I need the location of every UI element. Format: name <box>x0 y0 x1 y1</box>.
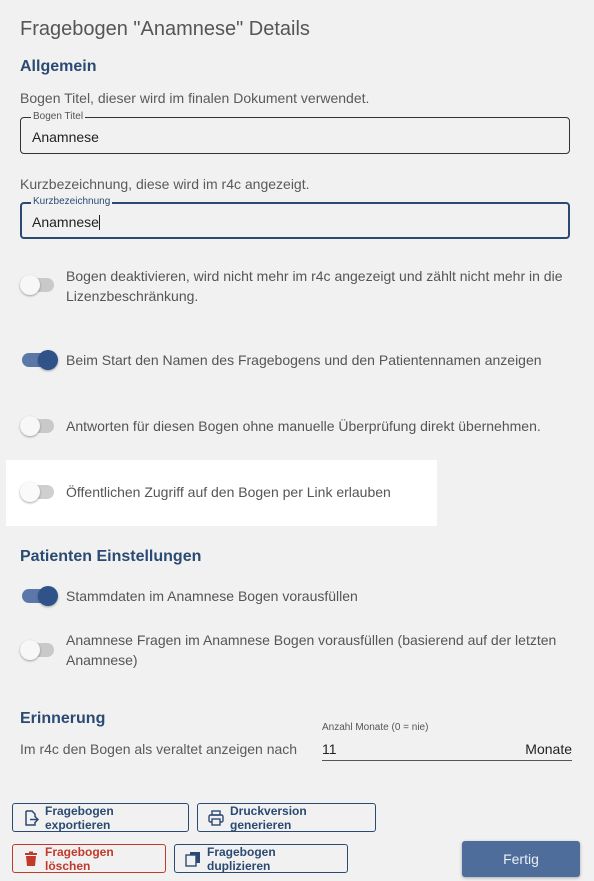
months-value: 11 <box>322 741 337 757</box>
duplicate-button-label: Fragebogen duplizieren <box>207 844 276 873</box>
done-button[interactable] <box>462 841 580 877</box>
public-access-toggle[interactable] <box>22 485 54 499</box>
months-field-label: Anzahl Monate (0 = nie) <box>322 722 429 733</box>
page-title: Fragebogen "Anamnese" Details <box>20 18 310 40</box>
copy-icon <box>185 851 201 867</box>
auto-accept-toggle[interactable] <box>22 419 54 433</box>
reminder-text: Im r4c den Bogen als veraltet anzeigen nach <box>20 741 298 757</box>
show-names-toggle[interactable] <box>22 353 54 367</box>
short-name-field-legend: Kurzbezeichnung <box>33 196 111 207</box>
export-button-label: Fragebogen exportieren <box>45 803 114 832</box>
printer-icon <box>208 810 224 826</box>
deactivate-toggle[interactable] <box>22 278 54 292</box>
export-icon <box>23 810 39 826</box>
title-field-legend: Bogen Titel <box>33 111 84 122</box>
prefill-master-data-toggle-label: Stammdaten im Anamnese Bogen vorausfüllen <box>66 588 358 604</box>
show-names-toggle-label: Beim Start den Namen des Fragebogens und den Patientennamen anzeigen <box>66 352 542 368</box>
section-heading-patient: Patienten Einstellungen <box>20 548 202 565</box>
duplicate-button[interactable] <box>174 844 348 873</box>
public-access-toggle-label: Öffentlichen Zugriff auf den Bogen per Link erlauben <box>66 484 391 500</box>
print-button-label: Druckversion generieren <box>230 803 307 832</box>
deactivate-toggle-label: Bogen deaktivieren, wird nicht mehr im r4c angezeigt und zählt nicht mehr in die Lizenzbeschränkung. <box>66 268 563 304</box>
auto-accept-toggle-label: Antworten für diesen Bogen ohne manuelle Überprüfung direkt übernehmen. <box>66 418 541 434</box>
text-caret <box>99 215 100 230</box>
done-button-label: Fertig <box>503 851 539 867</box>
short-name-field-value: Anamnese <box>32 214 99 230</box>
print-button[interactable] <box>197 803 376 832</box>
prefill-questions-toggle[interactable] <box>22 643 54 657</box>
months-field[interactable] <box>322 736 572 761</box>
delete-button-label: Fragebogen löschen <box>45 844 114 873</box>
short-name-field[interactable] <box>20 196 570 239</box>
title-hint: Bogen Titel, dieser wird im finalen Dokument verwendet. <box>20 90 370 106</box>
delete-button[interactable] <box>12 844 166 873</box>
months-unit: Monate <box>525 741 572 757</box>
section-heading-reminder: Erinnerung <box>20 710 106 727</box>
prefill-questions-toggle-label: Anamnese Fragen im Anamnese Bogen vorausfüllen (basierend auf der letzten Anamnese) <box>66 632 557 668</box>
prefill-master-data-toggle[interactable] <box>22 589 54 603</box>
short-name-hint: Kurzbezeichnung, diese wird im r4c angezeigt. <box>20 176 310 192</box>
title-field-value: Anamnese <box>32 129 99 145</box>
trash-icon <box>23 851 39 867</box>
title-field[interactable] <box>20 111 570 154</box>
export-button[interactable] <box>12 803 189 832</box>
section-heading-general: Allgemein <box>20 58 97 75</box>
